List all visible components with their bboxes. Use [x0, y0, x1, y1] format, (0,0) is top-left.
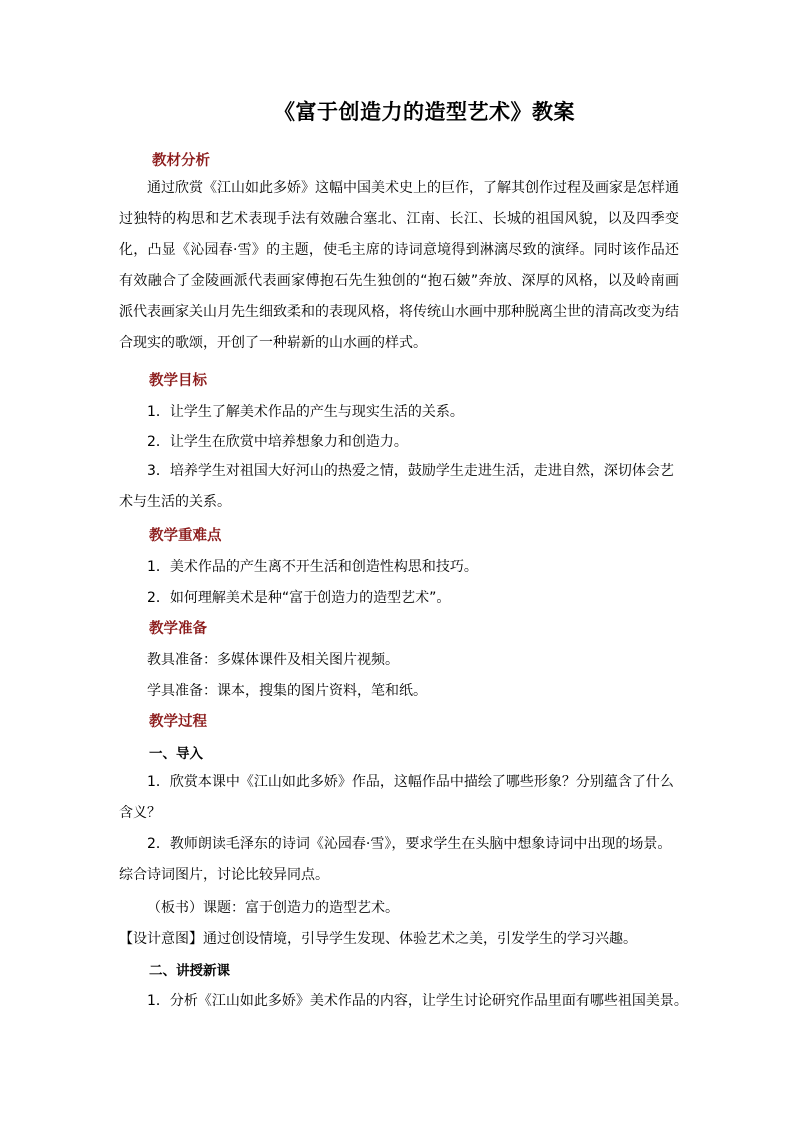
process-part1-item-3: （板书）课题：富于创造力的造型艺术。	[147, 900, 399, 916]
goal-item-2: 2．让学生在欣赏中培养想象力和创造力。	[147, 434, 408, 450]
design-note: 【设计意图】通过创设情境，引导学生发现、体验艺术之美，引发学生的学习兴趣。	[119, 931, 637, 947]
process-part1-title: 一、导入	[149, 746, 203, 762]
heading-goals: 教学目标	[149, 373, 207, 389]
process-part1-item-1: 1．欣赏本课中《江山如此多娇》作品，这幅作品中描绘了哪些形象？分别蕴含了什么含义？	[119, 774, 674, 821]
keypoint-item-1: 1．美术作品的产生离不开生活和创造性构思和技巧。	[147, 559, 478, 575]
preparation-item-2: 学具准备：课本，搜集的图片资料，笔和纸。	[147, 683, 427, 699]
analysis-paragraph: 通过欣赏《江山如此多娇》这幅中国美术史上的巨作，了解其创作过程及画家是怎样通过独特的构思和艺术表现手法有效融合塞北、江南、长江、长城的祖国风貌，以及四季变化，凸显《沁园春·雪》的主题，使毛主席的诗词意境得到淋漓尽致的演绎。同时该作品还有效融合了金陵画派代表画家傅抱石先生独创的“抱石皴”奔放、深厚的风格，以及岭南画派代表画家关山月先生细致柔和的表现风格，将传统山水画中那种脱离尘世的清高改变为结合现实的歌颂，开创了一种崭新的山水画的样式。	[119, 180, 679, 351]
preparation-item-1: 教具准备：多媒体课件及相关图片视频。	[147, 652, 399, 668]
document-title: 《富于创造力的造型艺术》教案	[274, 99, 575, 124]
heading-preparation: 教学准备	[149, 621, 207, 637]
goal-item-1: 1．让学生了解美术作品的产生与现实生活的关系。	[147, 404, 464, 420]
process-part1-item-2: 2．教师朗读毛泽东的诗词《沁园春·雪》，要求学生在头脑中想象诗词中出现的场景。综合诗词图片，讨论比较异同点。	[119, 836, 672, 883]
process-part2-item-1: 1．分析《江山如此多娇》美术作品的内容，让学生讨论研究作品里面有哪些祖国美景。	[147, 993, 688, 1009]
heading-keypoints: 教学重难点	[149, 528, 222, 544]
process-part2-title: 二、讲授新课	[149, 963, 230, 979]
heading-process: 教学过程	[149, 714, 207, 730]
keypoint-item-2: 2．如何理解美术是种“富于创造力的造型艺术”。	[147, 590, 451, 606]
goal-item-3: 3．培养学生对祖国大好河山的热爱之情，鼓励学生走进生活，走进自然，深切体会艺术与生活的关系。	[119, 463, 674, 510]
heading-analysis: 教材分析	[152, 153, 210, 169]
